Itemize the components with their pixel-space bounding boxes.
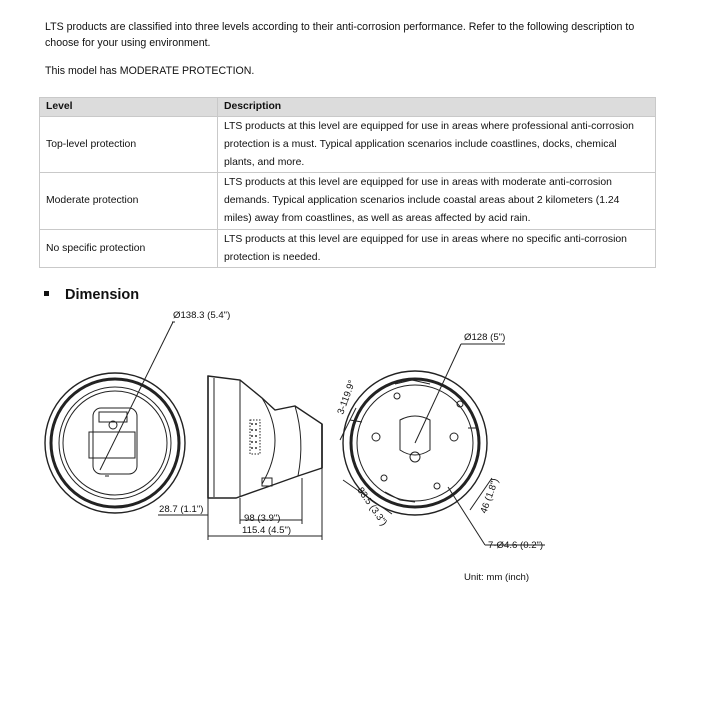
- table-row: [40, 117, 656, 173]
- level-cell: Moderate protection: [40, 173, 218, 229]
- side-view: [208, 376, 322, 498]
- header-description: Description: [218, 98, 656, 117]
- vent-dots: [251, 423, 257, 449]
- section-title: Dimension: [65, 287, 140, 303]
- description-cell: LTS products at this level are equipped for use in areas with moderate anti-corrosion demands. Typical application scenarios include coastal areas about 2 kilometers (1.24 miles) away from coastlines, as well as areas affected by acid rain.: [218, 173, 656, 229]
- table-row: [40, 229, 656, 268]
- dimension-label-depth-total: 115.4 (4.5"): [242, 525, 292, 536]
- level-cell: Top-level protection: [40, 117, 218, 173]
- dimension-label-depth-inner: 98 (3.9"): [244, 513, 281, 524]
- bullet-icon: [44, 291, 49, 296]
- table-header-row: [40, 98, 656, 117]
- dimension-label-edge-offset: 46 (1.8"): [478, 476, 502, 516]
- level-cell: No specific protection: [40, 229, 218, 268]
- dimension-label-hole-spacing: 83.5 (3.3"): [354, 485, 390, 529]
- intro-paragraph: LTS products are classified into three levels according to their anti-corrosion performance. Refer to the following description to choose for your using environment.: [45, 21, 635, 49]
- protection-levels-table: [39, 97, 656, 268]
- front-view: [45, 373, 185, 513]
- dimension-label-base-diameter: Ø128 (5"): [464, 332, 506, 343]
- description-cell: LTS products at this level are equipped for use in areas where professional anti-corrosion protection is a must. Typical application scenarios include coastlines, docks, chemical plants, and more.: [218, 117, 656, 173]
- unit-note: Unit: mm (inch): [464, 572, 530, 583]
- header-level: Level: [40, 98, 218, 117]
- dimension-label-side-offset: 28.7 (1.1"): [159, 504, 204, 515]
- dimension-label-dome-diameter: Ø138.3 (5.4"): [173, 310, 231, 321]
- dimension-label-mount-holes: 7-Ø4.6 (0.2"): [488, 540, 544, 551]
- table-row: [40, 173, 656, 229]
- dimension-label-hole-angle: 3-119.9°: [335, 378, 359, 417]
- model-protection-note: This model has MODERATE PROTECTION.: [45, 65, 255, 77]
- description-cell: LTS products at this level are equipped for use in areas where no specific anti-corrosion protection is needed.: [218, 229, 656, 268]
- dimension-drawing: [0, 300, 717, 600]
